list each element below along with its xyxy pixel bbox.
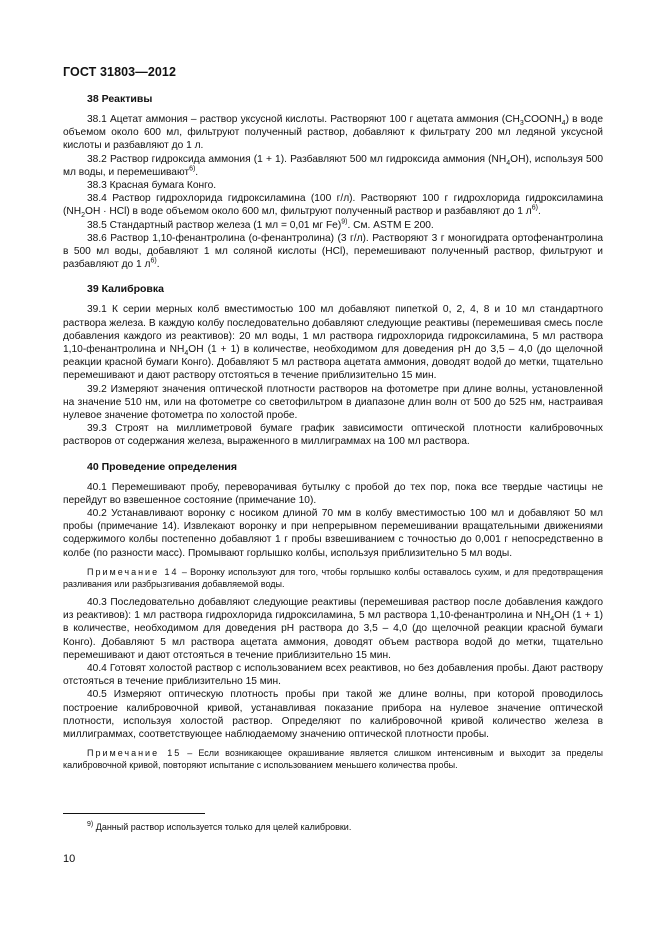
paragraph-39-1: 39.1 К серии мерных колб вместимостью 100 мл добавляют пипеткой 0, 2, 4, 8 и 10 мл стандартного раствора железа. В каждую колбу последовательно добавляют следующие реактивы (перемешивая смесь после добавления каждого из реактивов): 20 мл воды, 1 мл раствора гидрохлорида гидроксиламина, 5 мл раствора 1,10-фенантролина и $NH_4OH$ (1 + 1) в количестве, необходимом для доведения pH до 3,5 – 4,0 (до щелочной реакции красной бумаги Конго). Добавляют 5 мл раствора ацетата аммония, доводят водой до метки, тщательно перемешивают и дают раствору отстояться в течение приблизительно 15 мин.	[63, 304, 603, 382]
paragraph-38-5: 38.5 Стандартный раствор железа (1 мл = 0,01 мг Fe)$^{9)}$. См. ASTM E 200.	[87, 218, 434, 231]
note-14: Примечание 14 – Воронку используют для того, чтобы горлышко колбы оставалось сухим, и для предотвращения разливания или разбрызгивания добавляемой воды.	[63, 566, 604, 589]
footnote-divider	[63, 813, 205, 814]
section-heading: 40 Проведение определения	[87, 460, 237, 473]
paragraph-40-1: 40.1 Перемешивают пробу, переворачивая бутылку с пробой до тех пор, пока все твердые частицы не перейдут во взвешенное состояние (примечание 10).	[63, 481, 603, 506]
section-heading: 39 Калибровка	[87, 283, 164, 296]
paragraph-38-6: 38.6 Раствор 1,10-фенантролина (о-фенантролина) (3 г/л). Растворяют 3 г моногидрата ортофенантролина в 500 мл воды, добавляют 1 мл соляной кислоты (HCl), перемешивают полученный раствор, фильтруют и разбавляют до 1 $л^{6)}$.	[63, 232, 603, 271]
page-number: 10	[63, 853, 76, 865]
note-15: Примечание 15 – Если возникающее окрашивание является слишком интенсивным и выходит за пределы калибровочной кривой, повторяют испытание с использованием меньшего количества пробы.	[63, 748, 603, 771]
document-body	[63, 93, 603, 783]
section-heading: 38 Реактивы	[87, 93, 153, 105]
paragraph-40-5: 40.5 Измеряют оптическую плотность пробы при такой же длине волны, при которой проводилось построение калибровочной кривой, устанавливая показание прибора на нулевое значение оптической плотности, используя холостой раствор. Определяют по калибровочной кривой количество железа в миллиграммах, соответствующее наблюдаемому значению оптической плотности пробы.	[63, 689, 603, 740]
section-40	[63, 461, 603, 771]
section-39	[63, 283, 603, 448]
paragraph-40-4: 40.4 Готовят холостой раствор с использованием всех реактивов, но без добавления пробы. Дают раствору отстояться в течение приблизительно 15 мин.	[63, 662, 603, 688]
section-38	[63, 93, 603, 271]
paragraph-39-2: 39.2 Измеряют значения оптической плотности растворов на фотометре при длине волны, установленной на значение 510 нм, или на фотометре со светофильтром в диапазоне длин волн от 500 до 525 нм, настраивая нулевое значение фотометра по холостой пробе.	[63, 383, 603, 422]
paragraph-39-3: 39.3 Строят на миллиметровой бумаге график зависимости оптической плотности калибровочных растворов от содержания железа, выраженного в миллиграммах на 100 мл раствора.	[63, 423, 603, 448]
paragraph-38-2: 38.2 Раствор гидроксида аммония (1 + 1). Разбавляют 500 мл гидроксида аммония $(NH_4OH)$, используя 500 мл воды, и перемешивают$^{6)}$.	[63, 153, 603, 178]
footnote: $^{9)}$ Данный раствор используется только для целей калибровки.	[87, 821, 352, 832]
paragraph-38-1: 38.1 Ацетат аммония – раствор уксусной кислоты. Растворяют 100 г ацетата аммония $(CH_3COONH_4)$ в воде объемом около 600 мл, фильтруют полученный раствор, добавляют к фильтрату 200 мл ледяной уксусной кислоты и разбавляют до 1 л.	[63, 114, 603, 152]
paragraph-38-3: 38.3 Красная бумага Конго.	[87, 180, 217, 192]
document-header: ГОСТ 31803—2012	[63, 65, 177, 79]
paragraph-38-4: 38.4 Раствор гидрохлорида гидроксиламина (100 г/л). Растворяют 100 г гидрохлорида гидроксиламина $(NH_2OH \cdot HCl)$ в воде объемом около 600 мл, фильтруют полученный раствор и разбавляют до 1 $л^{6)}$.	[63, 193, 603, 220]
paragraph-40-2: 40.2 Устанавливают воронку с носиком длиной 70 мм в колбу вместимостью 100 мл и добавляют 50 мл пробы (примечание 14). Извлекают воронку и при непрерывном перемешивании вращательными движениями содержимого колбы постепенно добавляют 1 г пробы взвешиванием с точностью до 0,001 г непосредственно в колбе (по разности масс). Промывают горлышко колбы, используя приблизительно 5 мл воды.	[63, 508, 603, 559]
paragraph-40-3: 40.3 Последовательно добавляют следующие реактивы (перемешивая раствор после добавления каждого из реактивов): 1 мл раствора гидрохлорида гидроксиламина, 5 мл раствора 1,10-фенантролина и $NH_4OH$ (1 + 1) в количестве, необходимом для доведения pH раствора до 3,5 – 4,0 (до щелочной реакции красной бумаги Конго). Добавляют 5 мл раствора ацетата аммония, доводят объем раствора водой до метки, тщательно перемешивают и дают отстояться в течение приблизительно 15 мин.	[63, 596, 603, 661]
